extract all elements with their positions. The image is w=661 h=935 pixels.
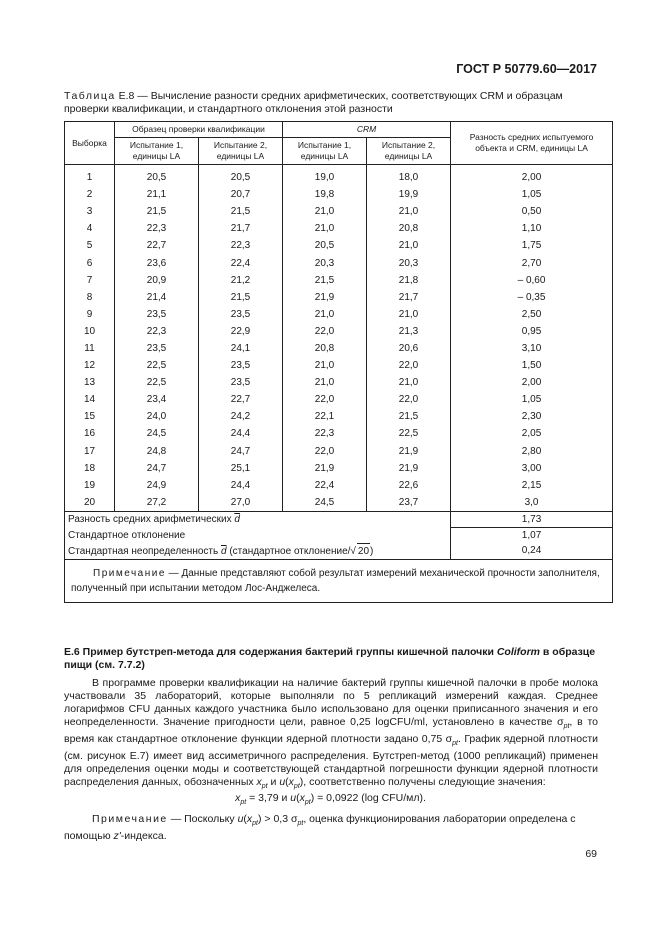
sqrt-sign-icon: √	[350, 545, 356, 557]
value-cell: 2,15	[451, 477, 613, 494]
value-cell: 24,9	[115, 477, 199, 494]
sd-label: Стандартное отклонение	[65, 527, 451, 543]
table-row	[65, 391, 613, 408]
mean-diff-symbol: $\overline{d}$	[234, 514, 240, 526]
value-cell: 23,7	[367, 494, 451, 512]
value-cell: 1,75	[451, 237, 613, 254]
table-caption	[64, 90, 604, 116]
value-cell: 24,7	[115, 460, 199, 477]
value-cell: 27,2	[115, 494, 199, 512]
value-cell: 21,5	[367, 408, 451, 425]
value-cell: 21,5	[283, 272, 367, 289]
sample-number-cell: 5	[65, 237, 115, 254]
table-row	[65, 254, 613, 271]
value-cell: 20,5	[199, 165, 283, 187]
value-cell: 22,0	[283, 323, 367, 340]
value-cell: 21,0	[283, 306, 367, 323]
value-cell: 2,70	[451, 254, 613, 271]
col-sample-header: Выборка	[65, 122, 115, 165]
value-cell: 20,5	[283, 237, 367, 254]
sample-number-cell: 16	[65, 425, 115, 442]
value-cell: 21,0	[283, 220, 367, 237]
value-cell: 21,7	[367, 289, 451, 306]
unc-value: 0,24	[451, 543, 613, 560]
table-row	[65, 408, 613, 425]
standard-number: ГОСТ Р 50779.60—2017	[456, 62, 597, 76]
unc-label: Стандартная неопределенность	[68, 545, 219, 557]
value-cell: 21,0	[283, 203, 367, 220]
sample-number-cell: 7	[65, 272, 115, 289]
section-title-b: в образце пищи (см. 7.7.2)	[64, 646, 596, 671]
sample-number-cell: 8	[65, 289, 115, 306]
table-row	[65, 323, 613, 340]
group-crm-header: CRM	[283, 122, 451, 138]
value-cell: 20,9	[115, 272, 199, 289]
value-cell: 23,5	[199, 306, 283, 323]
sample-number-cell: 6	[65, 254, 115, 271]
col-crm-test1: Испытание 1, единицы LA	[283, 138, 367, 165]
value-cell: 24,0	[115, 408, 199, 425]
unc-close: )	[370, 545, 374, 557]
x-pt-1: $x_{pt}$	[256, 776, 268, 791]
table-row	[65, 357, 613, 374]
value-cell: 21,7	[199, 220, 283, 237]
table-note	[65, 559, 613, 602]
note2-part-c: , оценка функционирования лаборатории определена с помощью	[64, 813, 576, 843]
sample-number-cell: 4	[65, 220, 115, 237]
value-cell: 21,4	[115, 289, 199, 306]
para-part-3: . График ядерной плотности (см. рисунок Е.7) имеет вид ассиметричного распределения. Бутстреп-метод (1000 репликаций) применен для определения оценки моды и соответствующей стандартной погрешности функции ядерной плотности распределения данных, обозначенных	[64, 733, 598, 789]
sample-number-cell: 20	[65, 494, 115, 512]
value-cell: 22,7	[115, 237, 199, 254]
value-cell: 27,0	[199, 494, 283, 512]
value-cell: 21,8	[367, 272, 451, 289]
value-cell: 24,1	[199, 340, 283, 357]
value-cell: 22,4	[283, 477, 367, 494]
value-cell: 24,5	[115, 425, 199, 442]
value-cell: 24,7	[199, 443, 283, 460]
value-cell: 23,6	[115, 254, 199, 271]
value-cell: 2,00	[451, 165, 613, 187]
table-row	[65, 306, 613, 323]
value-cell: 21,0	[283, 357, 367, 374]
sigma-pt-1: $\sigma_{pt}$	[557, 716, 570, 731]
table-row	[65, 272, 613, 289]
value-cell: 1,10	[451, 220, 613, 237]
section-title-em: Coliform	[496, 646, 541, 658]
sample-number-cell: 10	[65, 323, 115, 340]
sample-number-cell: 11	[65, 340, 115, 357]
col-pt-test1: Испытание 1, единицы LA	[115, 138, 199, 165]
value-cell: 21,0	[367, 203, 451, 220]
para-part-5: , соответственно получены следующие значения:	[303, 776, 546, 789]
value-cell: 20,7	[199, 186, 283, 203]
table-row	[65, 494, 613, 512]
data-table	[64, 121, 613, 603]
sample-number-cell: 17	[65, 443, 115, 460]
table-row	[65, 203, 613, 220]
value-cell: 1,50	[451, 357, 613, 374]
table-row	[65, 374, 613, 391]
value-cell: 21,9	[367, 460, 451, 477]
value-cell: 2,30	[451, 408, 613, 425]
value-cell: 25,1	[199, 460, 283, 477]
value-cell: 0,50	[451, 203, 613, 220]
value-cell: 2,50	[451, 306, 613, 323]
page-number: 69	[585, 848, 597, 860]
value-cell: 20,8	[367, 220, 451, 237]
note2-label: Примечание	[92, 813, 168, 825]
value-cell: 1,05	[451, 391, 613, 408]
note2-part-b: > 0,3	[261, 813, 291, 825]
value-cell: 19,9	[367, 186, 451, 203]
value-cell: 22,3	[283, 425, 367, 442]
col-pt-test2: Испытание 2, единицы LA	[199, 138, 283, 165]
sample-number-cell: 3	[65, 203, 115, 220]
value-cell: 22,5	[115, 374, 199, 391]
note2-part-d: -индекса.	[120, 830, 167, 843]
unc-symbol: $\overline{d}$	[220, 545, 227, 557]
value-cell: 22,3	[115, 323, 199, 340]
value-cell: – 0,35	[451, 289, 613, 306]
section-title-a: Е.6 Пример бутстреп-метода для содержания бактерий группы кишечной палочки	[64, 646, 497, 658]
para-part-1: В программе проверки квалификации на наличие бактерий группы кишечной палочки в пробе молока участвовали 35 лабораторий, которые выполняли по 5 репликаций измерений каждая. Среднее логарифмов CFU данных каждого участника было использовано для оценки приписанного значения и его неопределенности. Значение пригодности цели, равное 0,25 logCFU/ml, установлено в качестве	[64, 677, 598, 728]
table-row	[65, 460, 613, 477]
value-cell: 21,5	[199, 289, 283, 306]
value-cell: 21,0	[367, 237, 451, 254]
caption-text: Е.8 — Вычисление разности средних арифметических, соответствующих CRM и образцам проверки квалификации, и стандартного отклонения этой разности	[64, 90, 563, 115]
value-cell: 21,5	[115, 203, 199, 220]
mean-diff-label: Разность средних арифметических	[68, 514, 232, 526]
value-cell: 23,5	[199, 374, 283, 391]
value-cell: 22,1	[283, 408, 367, 425]
unc-paren: (стандартное отклонение/	[229, 545, 351, 557]
group-pt-header: Образец проверки квалификации	[115, 122, 283, 138]
value-cell: 20,3	[367, 254, 451, 271]
table-row	[65, 186, 613, 203]
value-cell: 20,8	[283, 340, 367, 357]
sample-number-cell: 1	[65, 165, 115, 187]
formula-part-a: = 3,79 и	[246, 792, 291, 804]
value-cell: 23,5	[199, 357, 283, 374]
body-paragraph	[64, 677, 598, 793]
note2-part-a: — Поскольку	[167, 813, 238, 825]
value-cell: 23,5	[115, 306, 199, 323]
value-cell: 22,3	[115, 220, 199, 237]
value-cell: 24,5	[283, 494, 367, 512]
mean-diff-value: 1,73	[451, 511, 613, 527]
value-cell: 23,4	[115, 391, 199, 408]
value-cell: 18,0	[367, 165, 451, 187]
table-row	[65, 425, 613, 442]
sample-number-cell: 19	[65, 477, 115, 494]
value-cell: 24,4	[199, 477, 283, 494]
value-cell: 24,8	[115, 443, 199, 460]
value-cell: 3,00	[451, 460, 613, 477]
sd-value: 1,07	[451, 527, 613, 543]
mean-diff-label-cell	[65, 511, 451, 527]
value-cell: – 0,60	[451, 272, 613, 289]
value-cell: 21,9	[283, 460, 367, 477]
table-note-label: Примечание	[93, 567, 166, 579]
table-row	[65, 443, 613, 460]
sample-number-cell: 13	[65, 374, 115, 391]
unc-label-cell	[65, 543, 451, 560]
value-cell: 21,3	[367, 323, 451, 340]
table-row	[65, 340, 613, 357]
sample-number-cell: 15	[65, 408, 115, 425]
value-cell: 21,0	[283, 374, 367, 391]
value-cell: 20,3	[283, 254, 367, 271]
value-cell: 22,0	[367, 391, 451, 408]
value-cell: 0,95	[451, 323, 613, 340]
col-crm-test2: Испытание 2, единицы LA	[367, 138, 451, 165]
value-cell: 22,6	[367, 477, 451, 494]
value-cell: 20,5	[115, 165, 199, 187]
value-cell: 1,05	[451, 186, 613, 203]
sample-number-cell: 12	[65, 357, 115, 374]
value-cell: 21,1	[115, 186, 199, 203]
value-cell: 22,0	[367, 357, 451, 374]
caption-label: Таблица	[64, 90, 116, 102]
table-row	[65, 165, 613, 187]
para-part-4: и	[267, 776, 280, 789]
sample-number-cell: 9	[65, 306, 115, 323]
value-cell: 20,6	[367, 340, 451, 357]
para-part-2: , в то время как стандартное отклонение функции ядерной плотности задано 0,75	[64, 716, 598, 746]
value-cell: 22,5	[115, 357, 199, 374]
value-cell: 21,0	[367, 374, 451, 391]
table-note-text: — Данные представляют собой результат измерений механической прочности заполнителя, полученный при испытании методом Лос-Анджелеса.	[71, 567, 600, 594]
value-cell: 2,05	[451, 425, 613, 442]
value-cell: 22,7	[199, 391, 283, 408]
sample-number-cell: 18	[65, 460, 115, 477]
note-2: Примечание — Поскольку $u(x_{pt}) > 0,3$ $\sigma_{pt}$, оценка функционирования лаборатории определена с помощью z'-индекса.	[64, 813, 576, 843]
table-row	[65, 220, 613, 237]
value-cell: 19,0	[283, 165, 367, 187]
value-cell: 3,0	[451, 494, 613, 512]
sigma-pt-2: $\sigma_{pt}$	[445, 733, 458, 748]
section-heading	[64, 646, 598, 672]
col-diff-header: Разность средних испытуемого объекта и CRM, единицы LA	[451, 122, 613, 165]
value-cell: 21,5	[199, 203, 283, 220]
unc-sqrt: 20	[357, 543, 370, 559]
value-cell: 21,9	[283, 289, 367, 306]
value-cell: 22,9	[199, 323, 283, 340]
value-cell: 3,10	[451, 340, 613, 357]
table-body	[65, 165, 613, 512]
value-cell: 21,9	[367, 443, 451, 460]
z-prime: z'	[113, 830, 121, 843]
sample-number-cell: 14	[65, 391, 115, 408]
value-cell: 24,4	[199, 425, 283, 442]
value-cell: 19,8	[283, 186, 367, 203]
formula-part-b: = 0,0922 (log CFU/мл).	[314, 792, 426, 804]
value-cell: 21,0	[367, 306, 451, 323]
value-cell: 22,0	[283, 391, 367, 408]
value-cell: 24,2	[199, 408, 283, 425]
value-cell: 22,3	[199, 237, 283, 254]
value-cell: 21,2	[199, 272, 283, 289]
u-x-pt-1: $u(x_{pt})$	[279, 776, 304, 791]
table-row	[65, 237, 613, 254]
value-cell: 22,5	[367, 425, 451, 442]
value-cell: 23,5	[115, 340, 199, 357]
value-cell: 2,00	[451, 374, 613, 391]
sample-number-cell: 2	[65, 186, 115, 203]
value-cell: 2,80	[451, 443, 613, 460]
table-row	[65, 289, 613, 306]
table-row	[65, 477, 613, 494]
formula: $x_{pt} = 3,79$ и $u(x_{pt}) = 0,0922$ (log CFU/мл).	[235, 792, 426, 807]
value-cell: 22,0	[283, 443, 367, 460]
value-cell: 22,4	[199, 254, 283, 271]
